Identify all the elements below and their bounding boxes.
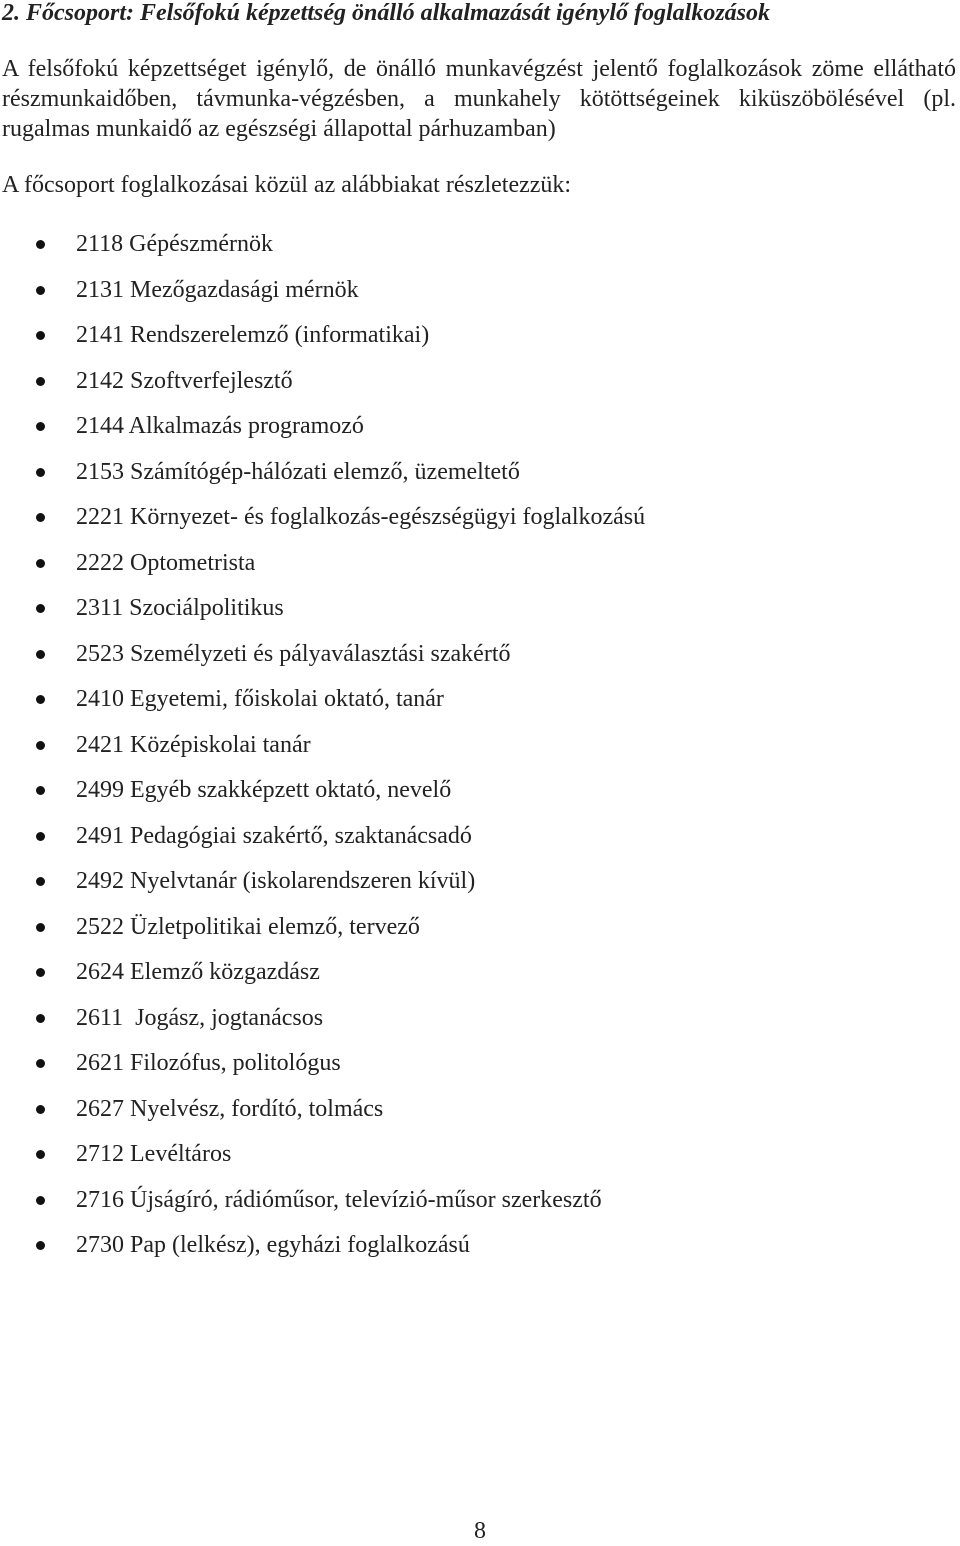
list-item-text: 2410 Egyetemi, főiskolai oktató, tanár	[76, 686, 444, 712]
page-number-text: 8	[474, 1518, 486, 1544]
bullet-icon	[36, 513, 45, 522]
bullet-icon	[36, 832, 45, 841]
bullet-icon	[36, 377, 45, 386]
list-item-text: 2624 Elemző közgazdász	[76, 959, 320, 985]
bullet-icon	[36, 741, 45, 750]
bullet-icon	[36, 1196, 45, 1205]
list-item-text: 2492 Nyelvtanár (iskolarendszeren kívül)	[76, 868, 476, 894]
list-item-text: 2221 Környezet- és foglalkozás-egészségügyi foglalkozású	[76, 504, 646, 530]
section-heading: 2. Főcsoport: Felsőfokú képzettség önálló alkalmazását igénylő foglalkozások	[2, 0, 771, 26]
bullet-icon	[36, 1105, 45, 1114]
list-item-text: 2716 Újságíró, rádióműsor, televízió-műsor szerkesztő	[76, 1186, 602, 1213]
bullet-icon	[36, 286, 45, 295]
list-item-text: 2142 Szoftverfejlesztő	[76, 367, 293, 394]
list-item-text: 2118 Gépészmérnök	[76, 231, 274, 257]
bullet-icon	[36, 968, 45, 977]
intro-paragraph: A felsőfokú képzettséget igénylő, de önálló munkavégzést jelentő foglalkozások zöme ellátható részmunkaidőben, távmunka-végzésben, a munkahely kötöttségeinek kiküszöbölésével (pl. rugalmas munkaidő az egészségi állapottal párhuzamban)	[2, 56, 956, 142]
bullet-icon	[36, 331, 45, 340]
list-item-text: 2491 Pedagógiai szakértő, szaktanácsadó	[76, 822, 472, 849]
list-item-text: 2144 Alkalmazás programozó	[76, 413, 364, 439]
bullet-icon	[36, 1059, 45, 1068]
list-item-text: 2131 Mezőgazdasági mérnök	[76, 276, 359, 303]
bullet-icon	[36, 1241, 45, 1250]
bullet-icon	[36, 1150, 45, 1159]
list-item-text: 2621 Filozófus, politológus	[76, 1050, 341, 1076]
bullet-icon	[36, 422, 45, 431]
bullet-icon	[36, 1014, 45, 1023]
bullet-icon	[36, 240, 45, 249]
bullet-icon	[36, 786, 45, 795]
bullet-icon	[36, 559, 45, 568]
bullet-icon	[36, 923, 45, 932]
bullet-icon	[36, 468, 45, 477]
bullet-icon	[36, 650, 45, 659]
list-item-text: 2499 Egyéb szakképzett oktató, nevelő	[76, 777, 452, 803]
bullet-icon	[36, 695, 45, 704]
list-item-text: 2523 Személyzeti és pályaválasztási szakértő	[76, 640, 511, 667]
list-item-text: 2730 Pap (lelkész), egyházi foglalkozású	[76, 1232, 470, 1258]
bullet-icon	[36, 877, 45, 886]
list-item-text: 2222 Optometrista	[76, 549, 256, 576]
list-item-text: 2311 Szociálpolitikus	[76, 595, 284, 621]
list-item-text: 2141 Rendszerelemző (informatikai)	[76, 322, 430, 348]
list-item-text: 2627 Nyelvész, fordító, tolmács	[76, 1095, 384, 1122]
list-item-text: 2712 Levéltáros	[76, 1141, 232, 1167]
list-item-text: 2522 Üzletpolitikai elemző, tervező	[76, 913, 420, 940]
list-item-text: 2153 Számítógép-hálózati elemző, üzemeltető	[76, 458, 520, 485]
list-item-text: 2611 Jogász, jogtanácsos	[76, 1004, 324, 1031]
lead-sentence: A főcsoport foglalkozásai közül az alábbiakat részletezzük:	[2, 172, 572, 198]
bullet-icon	[36, 604, 45, 613]
page-number	[0, 1516, 960, 1546]
list-item-text: 2421 Középiskolai tanár	[76, 731, 311, 758]
